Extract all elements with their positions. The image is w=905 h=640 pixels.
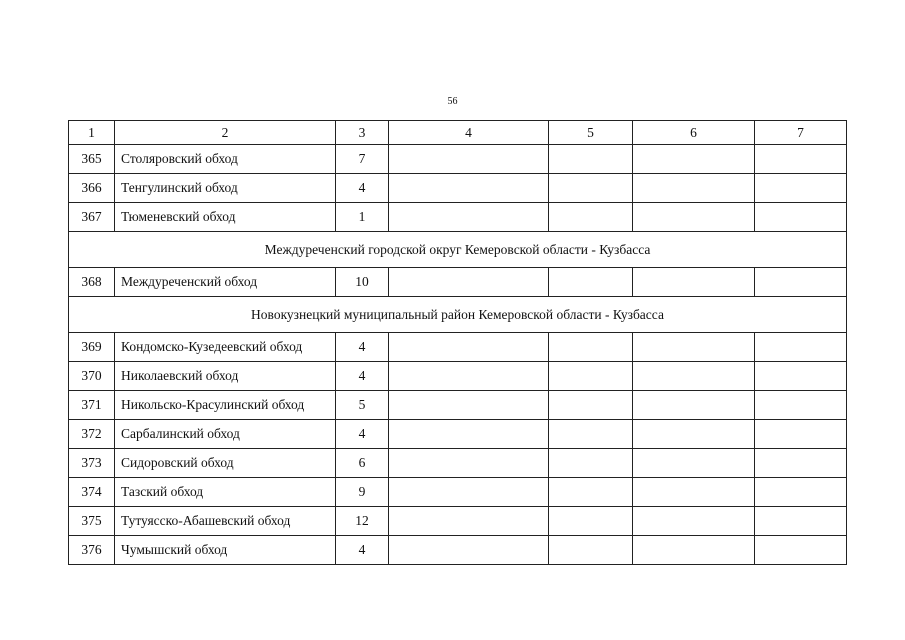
group-header-row (69, 232, 847, 268)
group-title: Междуреченский городской округ Кемеровской области - Кузбасса (69, 232, 847, 268)
table-row (69, 333, 847, 362)
empty-cell (633, 507, 755, 536)
empty-cell (755, 145, 847, 174)
empty-cell (755, 478, 847, 507)
row-number: 367 (69, 203, 115, 232)
column-header: 2 (115, 121, 336, 145)
empty-cell (633, 536, 755, 565)
empty-cell (549, 145, 633, 174)
empty-cell (389, 203, 549, 232)
row-quantity: 4 (336, 333, 389, 362)
column-header: 5 (549, 121, 633, 145)
row-name: Никольско-Красулинский обход (115, 391, 336, 420)
empty-cell (633, 362, 755, 391)
table-row (69, 174, 847, 203)
column-header: 1 (69, 121, 115, 145)
empty-cell (633, 449, 755, 478)
row-name: Сарбалинский обход (115, 420, 336, 449)
empty-cell (389, 174, 549, 203)
empty-cell (633, 145, 755, 174)
row-name: Тазский обход (115, 478, 336, 507)
page-number: 56 (447, 96, 458, 107)
row-name: Междуреченский обход (115, 268, 336, 297)
empty-cell (549, 420, 633, 449)
empty-cell (549, 203, 633, 232)
table-row (69, 478, 847, 507)
row-quantity: 6 (336, 449, 389, 478)
row-number: 371 (69, 391, 115, 420)
empty-cell (549, 507, 633, 536)
group-header-row (69, 297, 847, 333)
row-number: 375 (69, 507, 115, 536)
row-number: 368 (69, 268, 115, 297)
empty-cell (389, 362, 549, 391)
empty-cell (389, 536, 549, 565)
group-title: Новокузнецкий муниципальный район Кемеровской области - Кузбасса (69, 297, 847, 333)
row-quantity: 5 (336, 391, 389, 420)
table-row (69, 362, 847, 391)
empty-cell (633, 174, 755, 203)
empty-cell (389, 478, 549, 507)
empty-cell (755, 536, 847, 565)
row-quantity: 4 (336, 536, 389, 565)
row-quantity: 4 (336, 174, 389, 203)
row-quantity: 7 (336, 145, 389, 174)
table-row (69, 507, 847, 536)
document-table (68, 120, 847, 565)
row-number: 373 (69, 449, 115, 478)
empty-cell (755, 333, 847, 362)
row-number: 365 (69, 145, 115, 174)
column-header: 7 (755, 121, 847, 145)
empty-cell (633, 268, 755, 297)
row-number: 376 (69, 536, 115, 565)
table-row (69, 268, 847, 297)
empty-cell (389, 333, 549, 362)
row-name: Столяровский обход (115, 145, 336, 174)
table-row (69, 391, 847, 420)
table-header-row (69, 121, 847, 145)
row-name: Тенгулинский обход (115, 174, 336, 203)
empty-cell (755, 449, 847, 478)
table-row (69, 145, 847, 174)
table-row (69, 420, 847, 449)
empty-cell (549, 536, 633, 565)
empty-cell (549, 333, 633, 362)
row-number: 374 (69, 478, 115, 507)
row-name: Сидоровский обход (115, 449, 336, 478)
empty-cell (389, 391, 549, 420)
empty-cell (755, 507, 847, 536)
empty-cell (389, 449, 549, 478)
row-quantity: 1 (336, 203, 389, 232)
empty-cell (633, 478, 755, 507)
empty-cell (755, 362, 847, 391)
empty-cell (633, 203, 755, 232)
column-header: 4 (389, 121, 549, 145)
empty-cell (755, 203, 847, 232)
row-quantity: 4 (336, 362, 389, 391)
empty-cell (755, 420, 847, 449)
table-row (69, 536, 847, 565)
empty-cell (549, 174, 633, 203)
table-body (69, 121, 847, 565)
row-quantity: 10 (336, 268, 389, 297)
table-row (69, 449, 847, 478)
row-number: 366 (69, 174, 115, 203)
empty-cell (549, 268, 633, 297)
column-header: 6 (633, 121, 755, 145)
empty-cell (633, 333, 755, 362)
row-number: 372 (69, 420, 115, 449)
empty-cell (633, 420, 755, 449)
row-name: Николаевский обход (115, 362, 336, 391)
empty-cell (755, 268, 847, 297)
empty-cell (549, 478, 633, 507)
row-name: Тутуясско-Абашевский обход (115, 507, 336, 536)
column-header: 3 (336, 121, 389, 145)
row-number: 370 (69, 362, 115, 391)
empty-cell (755, 391, 847, 420)
table-row (69, 203, 847, 232)
row-quantity: 12 (336, 507, 389, 536)
empty-cell (389, 420, 549, 449)
empty-cell (633, 391, 755, 420)
empty-cell (389, 268, 549, 297)
row-name: Чумышский обход (115, 536, 336, 565)
row-number: 369 (69, 333, 115, 362)
row-name: Кондомско-Кузедеевский обход (115, 333, 336, 362)
empty-cell (549, 362, 633, 391)
empty-cell (549, 449, 633, 478)
empty-cell (389, 145, 549, 174)
empty-cell (389, 507, 549, 536)
row-name: Тюменевский обход (115, 203, 336, 232)
row-quantity: 9 (336, 478, 389, 507)
empty-cell (549, 391, 633, 420)
empty-cell (755, 174, 847, 203)
row-quantity: 4 (336, 420, 389, 449)
